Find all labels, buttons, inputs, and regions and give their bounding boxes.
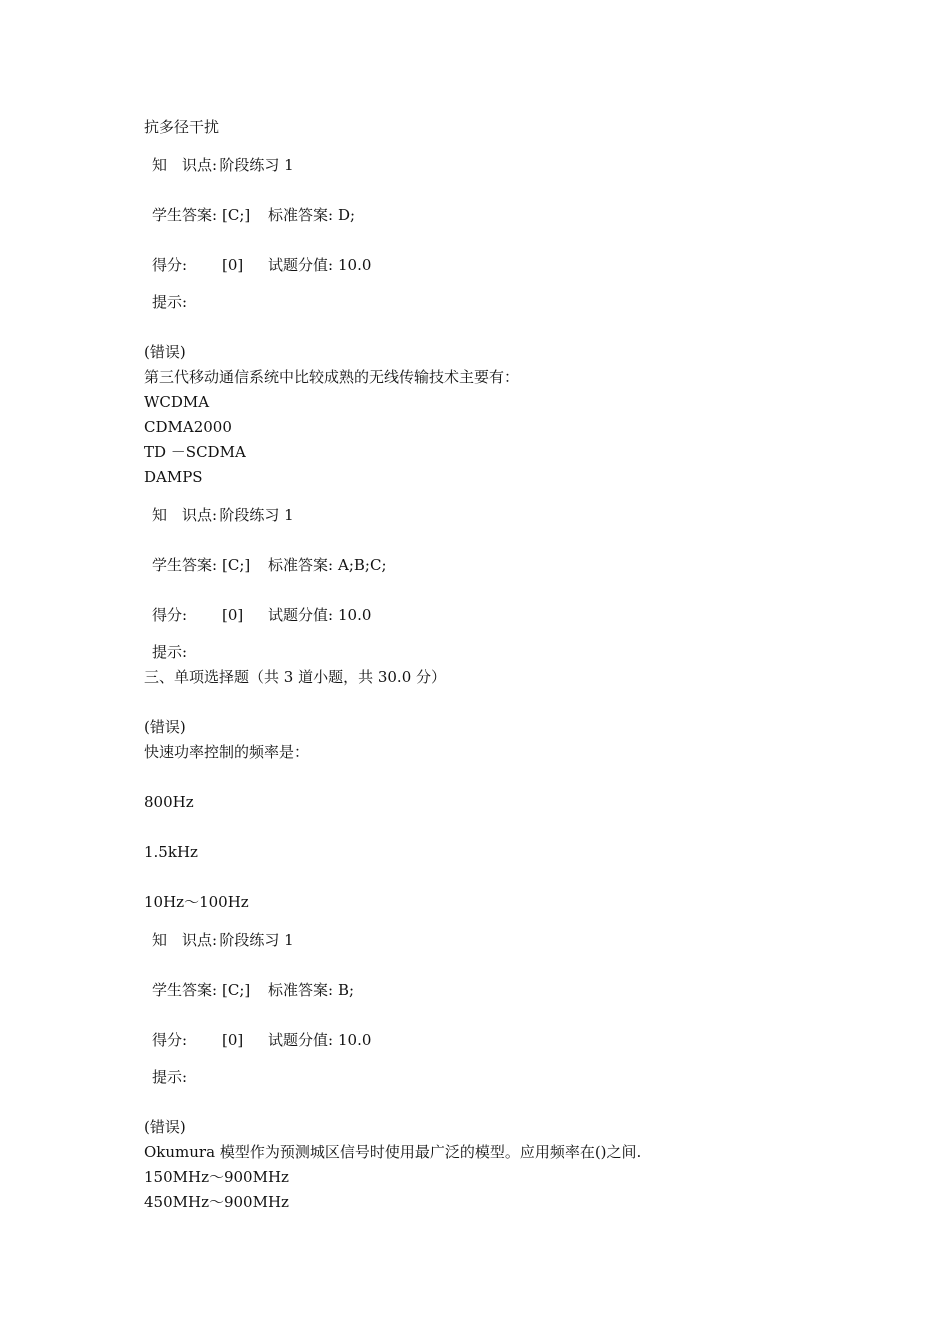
meta-row-knowledge <box>152 140 412 190</box>
score-value: [0] <box>222 605 244 624</box>
points-value: 10.0 <box>338 255 372 274</box>
score-value: [0] <box>222 255 244 274</box>
points-value: 10.0 <box>338 605 372 624</box>
option-text: WCDMA <box>144 393 210 411</box>
student-answer-value: [C;] <box>222 980 251 999</box>
points-label: 试题分值: <box>268 255 334 274</box>
result-status: (错误) <box>144 343 186 361</box>
option-text: 150MHz～900MHz <box>144 1168 289 1186</box>
student-answer-label: 学生答案: <box>152 555 218 574</box>
standard-answer-label: 标准答案: <box>268 980 334 999</box>
student-answer-value: [C;] <box>222 555 251 574</box>
knowledge-value: 阶段练习 1 <box>219 155 294 174</box>
standard-answer-label: 标准答案: <box>268 205 334 224</box>
meta-row-hint <box>152 640 412 665</box>
score-value: [0] <box>222 1030 244 1049</box>
result-status: (错误) <box>144 1118 186 1136</box>
student-answer-label: 学生答案: <box>152 980 218 999</box>
hint-label: 提示: <box>152 643 188 661</box>
hint-label: 提示: <box>152 293 188 311</box>
standard-answer-value: B; <box>338 980 355 999</box>
score-label: 得分: <box>152 255 188 274</box>
document-page <box>144 115 844 1215</box>
knowledge-label: 知 识点: <box>152 505 218 524</box>
option-text: 450MHz～900MHz <box>144 1193 289 1211</box>
knowledge-label: 知 识点: <box>152 155 218 174</box>
knowledge-value: 阶段练习 1 <box>219 930 294 949</box>
points-label: 试题分值: <box>268 605 334 624</box>
knowledge-value: 阶段练习 1 <box>219 505 294 524</box>
score-label: 得分: <box>152 605 188 624</box>
option-text: 800Hz <box>144 793 194 811</box>
meta-row-knowledge <box>152 490 412 540</box>
option-text: TD －SCDMA <box>144 443 246 461</box>
answer-meta-table <box>152 490 412 665</box>
meta-row-score <box>152 240 412 290</box>
option-text: 1.5kHz <box>144 843 198 861</box>
answer-meta-table <box>152 915 412 1090</box>
points-value: 10.0 <box>338 1030 372 1049</box>
score-label: 得分: <box>152 1030 188 1049</box>
hint-label: 提示: <box>152 1068 188 1086</box>
result-status: (错误) <box>144 718 186 736</box>
student-answer-value: [C;] <box>222 205 251 224</box>
student-answer-label: 学生答案: <box>152 205 218 224</box>
question-text: 快速功率控制的频率是： <box>144 743 310 761</box>
question-text: Okumura 模型作为预测城区信号时使用最广泛的模型。应用频率在()之间. <box>144 1143 642 1161</box>
points-label: 试题分值: <box>268 1030 334 1049</box>
section-title: 三、单项选择题（共 3 道小题，共 30.0 分） <box>144 668 447 686</box>
meta-row-score <box>152 590 412 640</box>
knowledge-label: 知 识点: <box>152 930 218 949</box>
standard-answer-label: 标准答案: <box>268 555 334 574</box>
standard-answer-value: A;B;C; <box>338 555 387 574</box>
meta-row-knowledge <box>152 915 412 965</box>
meta-row-score <box>152 1015 412 1065</box>
option-text: CDMA2000 <box>144 418 232 436</box>
meta-row-answers <box>152 190 412 240</box>
option-text: 抗多径干扰 <box>144 118 220 136</box>
option-text: DAMPS <box>144 468 203 486</box>
option-text: 10Hz～100Hz <box>144 893 249 911</box>
meta-row-hint <box>152 1065 412 1090</box>
answer-meta-table <box>152 140 412 315</box>
meta-row-answers <box>152 965 412 1015</box>
meta-row-answers <box>152 540 412 590</box>
meta-row-hint <box>152 290 412 315</box>
standard-answer-value: D; <box>338 205 356 224</box>
question-text: 第三代移动通信系统中比较成熟的无线传输技术主要有： <box>144 368 520 386</box>
